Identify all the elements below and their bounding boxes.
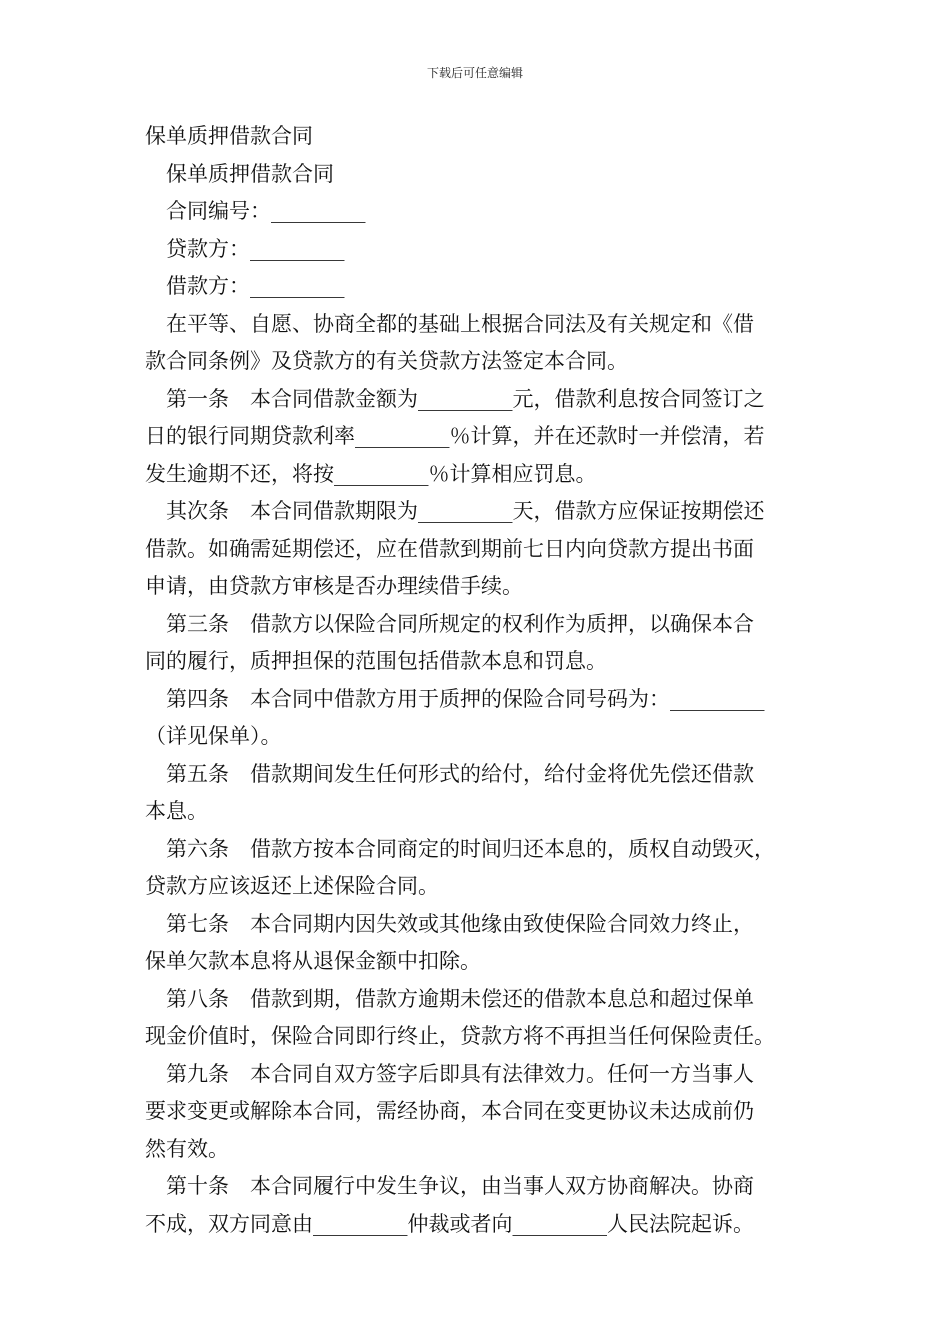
text-line: 第五条 借款期间发生任何形式的给付，给付金将优先偿还借款 [166, 761, 754, 786]
text-line: 发生逾期不还，将按_________％计算相应罚息。 [145, 461, 597, 486]
text-line: 借款。如确需延期偿还，应在借款到期前七日内向贷款方提出书面 [145, 536, 754, 561]
text-line: 第八条 借款到期，借款方逾期未偿还的借款本息总和超过保单 [166, 986, 754, 1011]
text-line: 第十条 本合同履行中发生争议，由当事人双方协商解决。协商 [166, 1174, 754, 1198]
text-line: 合同编号：_________ [166, 199, 366, 223]
document-body [145, 118, 813, 1243]
text-line: 现金价值时，保险合同即行终止，贷款方将不再担当任何保险责任。 [145, 1024, 775, 1048]
document-title: 保单质押借款合同 [145, 124, 313, 148]
text-line: （详见保单）。 [145, 724, 282, 748]
text-line: 贷款方：_________ [166, 236, 345, 261]
contract-text [145, 156, 813, 1244]
text-line: 第四条 本合同中借款方用于质押的保险合同号码为：_________ [166, 686, 765, 711]
text-line: 第九条 本合同自双方签字后即具有法律效力。任何一方当事人 [166, 1061, 754, 1086]
text-line: 其次条 本合同借款期限为_________天，借款方应保证按期偿还 [166, 499, 765, 523]
page-header: 下载后可任意编辑 [426, 66, 523, 80]
text-line: 第七条 本合同期内因失效或其他缘由致使保险合同效力终止， [166, 911, 754, 936]
text-line: 保单欠款本息将从退保金额中扣除。 [145, 949, 481, 973]
text-line: 日的银行同期贷款利率_________％计算，并在还款时一并偿清，若 [145, 424, 765, 448]
text-line: 在平等、自愿、协商全都的基础上根据合同法及有关规定和《借 [166, 311, 754, 336]
text-line: 第一条 本合同借款金额为_________元，借款利息按合同签订之 [166, 386, 765, 411]
text-line: 申请，由贷款方审核是否办理续借手续。 [145, 574, 523, 598]
text-line: 同的履行，质押担保的范围包括借款本息和罚息。 [145, 649, 607, 673]
text-line: 保单质押借款合同 [166, 161, 334, 186]
text-line: 然有效。 [145, 1136, 229, 1161]
text-line: 第六条 借款方按本合同商定的时间归还本息的，质权自动毁灭， [166, 836, 775, 861]
text-line: 本息。 [145, 799, 208, 823]
text-line: 第三条 借款方以保险合同所规定的权利作为质押，以确保本合 [166, 611, 754, 636]
text-line: 不成，双方同意由_________仲裁或者向_________人民法院起诉。 [145, 1211, 754, 1236]
text-line: 款合同条例》及贷款方的有关贷款方法签定本合同。 [145, 349, 628, 373]
text-line: 贷款方应该返还上述保险合同。 [145, 874, 439, 898]
text-line: 借款方：_________ [166, 274, 345, 298]
text-line: 要求变更或解除本合同，需经协商，本合同在变更协议未达成前仍 [145, 1099, 754, 1123]
